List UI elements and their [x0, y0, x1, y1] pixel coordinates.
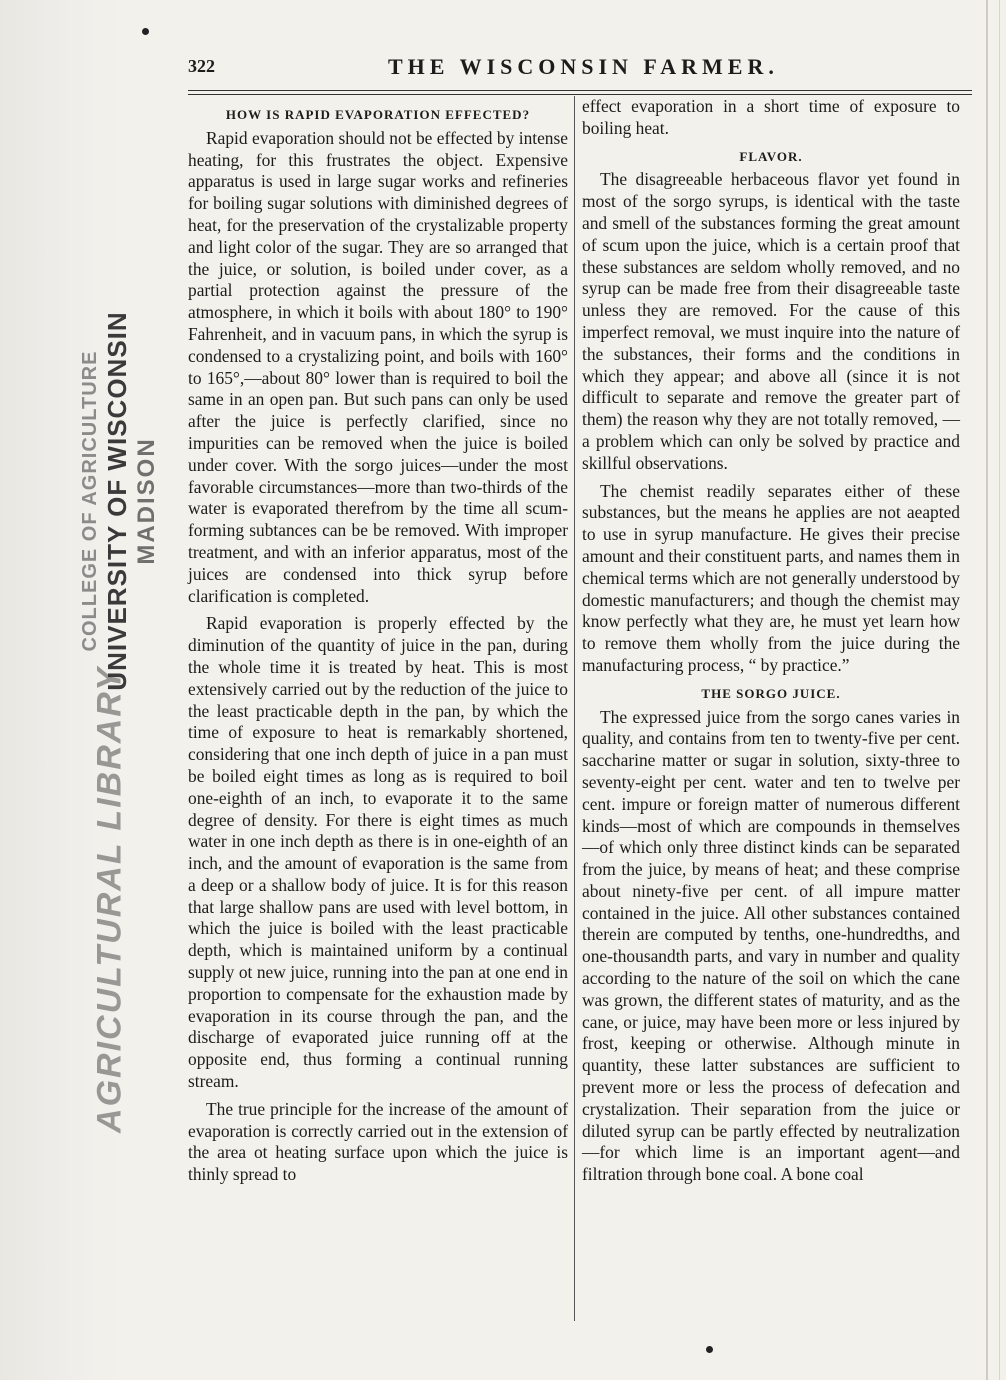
- library-stamp-large: AGRICULTURAL LIBRARY: [90, 666, 129, 1133]
- paragraph: The chemist readily separates either of these substances, but the means he applies are not aeapted to use in syrup manufacture. He gives their precise amount and their constituent parts, and names them in chemical terms which are not generally understood by domestic manufacturers; and though the chemist may know perfectly what they are, he must yet learn how to remove them wholly from the juice during the manufacturing process, “ by practice.”: [582, 480, 960, 675]
- stamp-line-university: UNIVERSITY OF WISCONSIN: [102, 311, 132, 691]
- heading-flavor: FLAVOR.: [739, 148, 803, 164]
- page-edge: [986, 0, 988, 1380]
- paragraph: The expressed juice from the sorgo canes varies in quality, and contains from ten to twenty-five per cent. saccharine matter or sugar in solution, sixty-three to seventy-eight per cent. water and ten to twelve per cent. impure or foreign matter of numerous different kinds—most of which are compounds in themselves—of which only three distinct kinds can be separated from the juice, by means of heat; and these comprise about ninety-five per cent. of all impure matter contained in the juice. All other substances contained therein are computed by tenths, one-hundredths, and one-thousandth parts, and vary in number and quality according to the nature of the soil on which the cane was grown, the different states of maturity, and as the cane, or juice, may have been more or less injured by frost, keeping or otherwise. Although minute in quantity, these latter substances are sufficient to prevent more or less the process of defecation and crystalization. Their separation from the juice or diluted syrup can be partly effected by neutralization—for which lime is an important agent—and filtration through bone coal. A bone coal: [582, 706, 960, 1185]
- stamp-line-college: COLLEGE OF AGRICULTURE: [79, 350, 101, 652]
- ink-speck: [142, 28, 149, 35]
- stamp-line-city: MADISON: [133, 437, 160, 565]
- paragraph: Rapid evaporation should not be effected by intense heating, for this frustrates the object. Expensive apparatus is used in large sugar works and refineries for boiling sugar solutions with diminished degrees of heat, for the preservation of the crystalizable property and light color of the sugar. They are so arranged that the juice, or solution, is boiled under cover, as a partial protection against the pressure of the atmosphere, in which it boils with about 180° to 190° Fahrenheit, and in vacuum pans, in which the syrup is condensed to a crystalizing point, and boils with 160° to 165°,—about 80° lower than is required to boil the same in an open pan. But such pans can only be used after the juice is perfectly clarified, since no impurities can be removed when the juice is boiled under cover. With the sorgo juices—under the most favorable circumstances—more than two-thirds of the water is evaporated therefrom by the time all scum-forming subtances can be be removed. With improper treatment, and with an inferior apparatus, most of the juices are condensed into thick syrup before clarification is completed.: [188, 127, 568, 606]
- paragraph-continued: effect evaporation in a short time of exposure to boiling heat.: [582, 96, 960, 138]
- page-edge-outer: [999, 0, 1000, 1380]
- column-right: [582, 96, 960, 1186]
- page-header: [188, 54, 972, 84]
- header-rule: [188, 90, 972, 95]
- paragraph: The disagreeable herbaceous flavor yet found in most of the sorgo syrups, is identical with the taste and smell of the substances forming the great amount of scum upon the juice, which is a certain proof that these substances are seldom wholly removed, and no syrup can be made free from their disagreeable taste unless they are removed. For the cause of this imperfect removal, we must inquire into the nature of the substances, their forms and the conditions in which they appear; and above all (since it is not difficult to separate and remove the greater part of them) the reason why they are not totally removed, — a problem which can only be solved by practice and skillful observations.: [582, 169, 960, 473]
- masthead-title: THE WISCONSIN FARMER.: [388, 54, 779, 79]
- column-divider: [574, 96, 575, 1321]
- paragraph: Rapid evaporation is properly effected by the diminution of the quantity of juice in the pan, during the whole time it is treated by heat. This is most extensively carried out by the reduction of the juice to the least practicable depth in the pan, by which the time of exposure to heat is remarkably shortened, considering that one inch depth of juice in a pan must be boiled eight times as long as is required to boil one-eighth of an inch, to evaporate it to the same degree of density. For there is eight times as much water in one inch depth as there is in one-eighth of an inch, and the amount of evaporation is the same from a deep or a shallow body of juice. It is for this reason that large shallow pans are used with level bottom, in which the juice is boiled with the least practicable depth, which is maintained uniform by a continual supply ot new juice, running into the pan at one end in proportion to compensate for the exhaustion made by evaporation in its course through the pan, and the discharge of evaporated juice running off at the opposite end, thus forming a continual running stream.: [188, 613, 568, 1092]
- column-left: [188, 96, 568, 1186]
- paragraph: The true principle for the increase of the amount of evaporation is correctly carried out in the extension of the area ot heating surface upon which the juice is thinly spread to: [188, 1098, 568, 1185]
- ink-speck: [706, 1346, 713, 1353]
- heading-sorgo-juice: THE SORGO JUICE.: [701, 685, 841, 701]
- page-number: 322: [188, 56, 215, 76]
- heading-rapid-evaporation: HOW IS RAPID EVAPORATION EFFECTED?: [225, 107, 531, 122]
